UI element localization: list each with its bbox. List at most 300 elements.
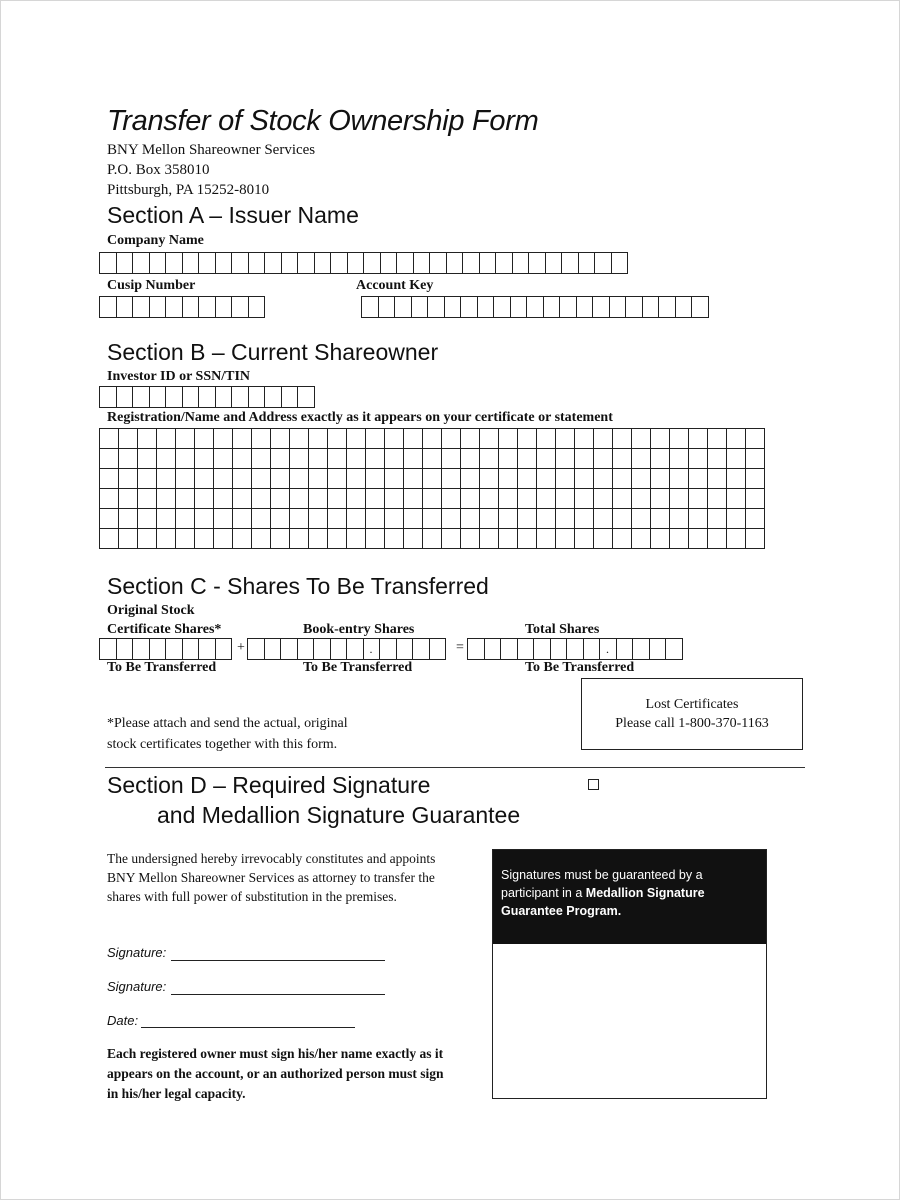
- grid-cell[interactable]: [594, 429, 613, 449]
- grid-cell[interactable]: [670, 489, 689, 509]
- grid-cell[interactable]: [518, 469, 537, 489]
- grid-cell[interactable]: [461, 489, 480, 509]
- grid-cell[interactable]: [727, 469, 746, 489]
- char-box[interactable]: [380, 252, 398, 274]
- char-box[interactable]: [526, 296, 544, 318]
- grid-cell[interactable]: [423, 449, 442, 469]
- grid-cell[interactable]: [366, 529, 385, 549]
- grid-cell[interactable]: [252, 449, 271, 469]
- grid-cell[interactable]: [689, 529, 708, 549]
- grid-cell[interactable]: [157, 449, 176, 469]
- grid-cell[interactable]: [252, 429, 271, 449]
- grid-cell[interactable]: [727, 429, 746, 449]
- grid-cell[interactable]: [271, 429, 290, 449]
- char-box[interactable]: [479, 252, 497, 274]
- book-entry-shares-field[interactable]: [247, 638, 445, 660]
- account-key-field[interactable]: [361, 296, 708, 318]
- grid-cell[interactable]: [575, 529, 594, 549]
- date-line[interactable]: [141, 1027, 355, 1028]
- grid-cell[interactable]: [727, 509, 746, 529]
- grid-cell[interactable]: [537, 429, 556, 449]
- grid-cell[interactable]: [575, 489, 594, 509]
- char-box[interactable]: [379, 638, 397, 660]
- grid-cell[interactable]: [214, 429, 233, 449]
- char-box[interactable]: [378, 296, 396, 318]
- char-box[interactable]: [264, 638, 282, 660]
- grid-cell[interactable]: [347, 449, 366, 469]
- grid-cell[interactable]: [594, 449, 613, 469]
- grid-cell[interactable]: [214, 489, 233, 509]
- grid-cell[interactable]: [309, 429, 328, 449]
- grid-cell[interactable]: [214, 529, 233, 549]
- grid-cell[interactable]: [613, 429, 632, 449]
- grid-cell[interactable]: [138, 509, 157, 529]
- grid-cell[interactable]: [385, 489, 404, 509]
- grid-cell[interactable]: [480, 529, 499, 549]
- grid-cell[interactable]: [746, 489, 765, 509]
- char-box[interactable]: [149, 252, 167, 274]
- grid-cell[interactable]: [366, 449, 385, 469]
- char-box[interactable]: [583, 638, 601, 660]
- char-box[interactable]: [99, 386, 117, 408]
- grid-cell[interactable]: [385, 469, 404, 489]
- grid-cell[interactable]: [347, 489, 366, 509]
- grid-cell[interactable]: [632, 469, 651, 489]
- char-box[interactable]: [495, 252, 513, 274]
- char-box[interactable]: [215, 386, 233, 408]
- grid-cell[interactable]: [252, 529, 271, 549]
- grid-cell[interactable]: [271, 469, 290, 489]
- checkbox[interactable]: [588, 779, 599, 790]
- grid-cell[interactable]: [157, 529, 176, 549]
- grid-cell[interactable]: [385, 449, 404, 469]
- char-box[interactable]: [566, 638, 584, 660]
- grid-cell[interactable]: [708, 449, 727, 469]
- company-name-field[interactable]: [99, 252, 627, 274]
- grid-cell[interactable]: [632, 429, 651, 449]
- grid-cell[interactable]: [366, 509, 385, 529]
- grid-cell[interactable]: [195, 529, 214, 549]
- grid-cell[interactable]: [233, 429, 252, 449]
- char-box[interactable]: [545, 252, 563, 274]
- char-box[interactable]: [215, 252, 233, 274]
- char-box[interactable]: [132, 296, 150, 318]
- grid-cell[interactable]: [309, 469, 328, 489]
- char-box[interactable]: [625, 296, 643, 318]
- char-box[interactable]: [314, 252, 332, 274]
- char-box[interactable]: [484, 638, 502, 660]
- char-box[interactable]: [411, 296, 429, 318]
- char-box[interactable]: [116, 386, 134, 408]
- grid-cell[interactable]: [651, 429, 670, 449]
- grid-cell[interactable]: [480, 509, 499, 529]
- char-box[interactable]: [427, 296, 445, 318]
- grid-cell[interactable]: [138, 429, 157, 449]
- grid-cell[interactable]: [100, 489, 119, 509]
- grid-cell[interactable]: [328, 469, 347, 489]
- char-box[interactable]: [510, 296, 528, 318]
- grid-cell[interactable]: [138, 469, 157, 489]
- grid-cell[interactable]: [480, 449, 499, 469]
- char-box[interactable]: [543, 296, 561, 318]
- grid-cell[interactable]: [347, 529, 366, 549]
- grid-cell[interactable]: [670, 509, 689, 529]
- char-box[interactable]: [231, 252, 249, 274]
- char-box[interactable]: [198, 386, 216, 408]
- grid-cell[interactable]: [518, 509, 537, 529]
- grid-cell[interactable]: [119, 509, 138, 529]
- grid-cell[interactable]: [480, 429, 499, 449]
- grid-cell[interactable]: [518, 449, 537, 469]
- grid-cell[interactable]: [157, 469, 176, 489]
- char-box[interactable]: [264, 252, 282, 274]
- grid-cell[interactable]: [290, 489, 309, 509]
- char-box[interactable]: [330, 252, 348, 274]
- char-box[interactable]: [264, 386, 282, 408]
- grid-cell[interactable]: [309, 529, 328, 549]
- char-box[interactable]: [297, 638, 315, 660]
- char-box[interactable]: [429, 638, 447, 660]
- grid-cell[interactable]: [195, 429, 214, 449]
- char-box[interactable]: [444, 296, 462, 318]
- grid-cell[interactable]: [233, 489, 252, 509]
- grid-cell[interactable]: [119, 449, 138, 469]
- grid-cell[interactable]: [499, 449, 518, 469]
- grid-cell[interactable]: [100, 449, 119, 469]
- char-box[interactable]: [198, 252, 216, 274]
- grid-cell[interactable]: [461, 469, 480, 489]
- grid-cell[interactable]: [594, 509, 613, 529]
- grid-cell[interactable]: [423, 469, 442, 489]
- grid-cell[interactable]: [651, 509, 670, 529]
- grid-cell[interactable]: [385, 509, 404, 529]
- grid-cell[interactable]: [727, 449, 746, 469]
- grid-cell[interactable]: [214, 449, 233, 469]
- char-box[interactable]: [165, 296, 183, 318]
- grid-cell[interactable]: [442, 489, 461, 509]
- char-box[interactable]: [248, 386, 266, 408]
- grid-cell[interactable]: [632, 449, 651, 469]
- char-box[interactable]: [116, 296, 134, 318]
- cusip-number-field[interactable]: [99, 296, 264, 318]
- char-box[interactable]: [561, 252, 579, 274]
- grid-cell[interactable]: [157, 489, 176, 509]
- grid-cell[interactable]: [271, 449, 290, 469]
- grid-cell[interactable]: [309, 489, 328, 509]
- char-box[interactable]: [616, 638, 634, 660]
- grid-cell[interactable]: [689, 449, 708, 469]
- grid-cell[interactable]: [537, 449, 556, 469]
- grid-cell[interactable]: [461, 529, 480, 549]
- grid-cell[interactable]: [746, 509, 765, 529]
- char-box[interactable]: [248, 252, 266, 274]
- grid-cell[interactable]: [290, 469, 309, 489]
- grid-cell[interactable]: [271, 489, 290, 509]
- grid-cell[interactable]: [442, 449, 461, 469]
- grid-cell[interactable]: [632, 529, 651, 549]
- char-box[interactable]: [165, 252, 183, 274]
- char-box[interactable]: [576, 296, 594, 318]
- grid-cell[interactable]: [100, 529, 119, 549]
- grid-cell[interactable]: [670, 469, 689, 489]
- grid-cell[interactable]: [176, 509, 195, 529]
- char-box[interactable]: [281, 252, 299, 274]
- char-box[interactable]: [413, 252, 431, 274]
- grid-cell[interactable]: [119, 529, 138, 549]
- char-box[interactable]: [649, 638, 667, 660]
- grid-cell[interactable]: [100, 429, 119, 449]
- char-box[interactable]: [642, 296, 660, 318]
- grid-cell[interactable]: [575, 429, 594, 449]
- grid-cell[interactable]: [347, 429, 366, 449]
- grid-cell[interactable]: [499, 489, 518, 509]
- char-box[interactable]: [533, 638, 551, 660]
- grid-cell[interactable]: [442, 469, 461, 489]
- grid-cell[interactable]: [518, 429, 537, 449]
- grid-cell[interactable]: [233, 469, 252, 489]
- grid-cell[interactable]: [651, 469, 670, 489]
- char-box[interactable]: [280, 638, 298, 660]
- grid-cell[interactable]: [708, 469, 727, 489]
- grid-cell[interactable]: [271, 509, 290, 529]
- grid-cell[interactable]: [252, 489, 271, 509]
- grid-cell[interactable]: [613, 489, 632, 509]
- grid-cell[interactable]: [404, 429, 423, 449]
- grid-cell[interactable]: [233, 529, 252, 549]
- grid-cell[interactable]: [651, 489, 670, 509]
- grid-cell[interactable]: [689, 469, 708, 489]
- grid-cell[interactable]: [594, 489, 613, 509]
- grid-cell[interactable]: [480, 469, 499, 489]
- char-box[interactable]: [116, 252, 134, 274]
- grid-cell[interactable]: [119, 429, 138, 449]
- char-box[interactable]: [412, 638, 430, 660]
- char-box[interactable]: [132, 638, 150, 660]
- grid-cell[interactable]: [461, 509, 480, 529]
- grid-cell[interactable]: [746, 449, 765, 469]
- char-box[interactable]: [182, 386, 200, 408]
- char-box[interactable]: [594, 252, 612, 274]
- char-box[interactable]: [675, 296, 693, 318]
- grid-cell[interactable]: [233, 449, 252, 469]
- char-box[interactable]: [361, 296, 379, 318]
- grid-cell[interactable]: [423, 489, 442, 509]
- grid-cell[interactable]: [727, 529, 746, 549]
- grid-cell[interactable]: [366, 469, 385, 489]
- char-box[interactable]: [609, 296, 627, 318]
- grid-cell[interactable]: [651, 449, 670, 469]
- char-box[interactable]: [231, 386, 249, 408]
- char-box[interactable]: [559, 296, 577, 318]
- char-box[interactable]: [611, 252, 629, 274]
- grid-cell[interactable]: [138, 529, 157, 549]
- char-box[interactable]: [363, 252, 381, 274]
- grid-cell[interactable]: [556, 509, 575, 529]
- char-box[interactable]: [347, 252, 365, 274]
- char-box[interactable]: [363, 638, 381, 660]
- grid-cell[interactable]: [138, 489, 157, 509]
- grid-cell[interactable]: [480, 489, 499, 509]
- grid-cell[interactable]: [651, 529, 670, 549]
- grid-cell[interactable]: [195, 489, 214, 509]
- char-box[interactable]: [99, 296, 117, 318]
- grid-cell[interactable]: [176, 429, 195, 449]
- char-box[interactable]: [578, 252, 596, 274]
- grid-cell[interactable]: [328, 509, 347, 529]
- char-box[interactable]: [632, 638, 650, 660]
- grid-cell[interactable]: [708, 489, 727, 509]
- grid-cell[interactable]: [632, 489, 651, 509]
- grid-cell[interactable]: [613, 449, 632, 469]
- char-box[interactable]: [460, 296, 478, 318]
- grid-cell[interactable]: [195, 449, 214, 469]
- grid-cell[interactable]: [727, 489, 746, 509]
- grid-cell[interactable]: [499, 469, 518, 489]
- grid-cell[interactable]: [100, 469, 119, 489]
- char-box[interactable]: [528, 252, 546, 274]
- char-box[interactable]: [297, 252, 315, 274]
- char-box[interactable]: [182, 296, 200, 318]
- char-box[interactable]: [165, 386, 183, 408]
- grid-cell[interactable]: [176, 469, 195, 489]
- grid-cell[interactable]: [575, 509, 594, 529]
- grid-cell[interactable]: [689, 489, 708, 509]
- grid-cell[interactable]: [195, 469, 214, 489]
- char-box[interactable]: [149, 638, 167, 660]
- char-box[interactable]: [550, 638, 568, 660]
- char-box[interactable]: [247, 638, 265, 660]
- char-box[interactable]: [512, 252, 530, 274]
- grid-cell[interactable]: [708, 509, 727, 529]
- char-box[interactable]: [599, 638, 617, 660]
- grid-cell[interactable]: [404, 529, 423, 549]
- char-box[interactable]: [182, 638, 200, 660]
- char-box[interactable]: [396, 252, 414, 274]
- medallion-guarantee-box[interactable]: [492, 849, 767, 1099]
- char-box[interactable]: [231, 296, 249, 318]
- grid-cell[interactable]: [176, 449, 195, 469]
- grid-cell[interactable]: [556, 429, 575, 449]
- grid-cell[interactable]: [157, 429, 176, 449]
- grid-cell[interactable]: [746, 469, 765, 489]
- grid-cell[interactable]: [328, 489, 347, 509]
- grid-cell[interactable]: [100, 509, 119, 529]
- grid-cell[interactable]: [309, 509, 328, 529]
- grid-cell[interactable]: [556, 529, 575, 549]
- char-box[interactable]: [313, 638, 331, 660]
- grid-cell[interactable]: [271, 529, 290, 549]
- grid-cell[interactable]: [138, 449, 157, 469]
- grid-cell[interactable]: [176, 489, 195, 509]
- grid-cell[interactable]: [708, 429, 727, 449]
- grid-cell[interactable]: [613, 509, 632, 529]
- char-box[interactable]: [467, 638, 485, 660]
- grid-cell[interactable]: [385, 429, 404, 449]
- grid-cell[interactable]: [689, 429, 708, 449]
- grid-cell[interactable]: [537, 469, 556, 489]
- grid-cell[interactable]: [594, 529, 613, 549]
- grid-cell[interactable]: [708, 529, 727, 549]
- grid-cell[interactable]: [157, 509, 176, 529]
- char-box[interactable]: [132, 386, 150, 408]
- grid-cell[interactable]: [290, 429, 309, 449]
- grid-cell[interactable]: [366, 429, 385, 449]
- grid-cell[interactable]: [423, 529, 442, 549]
- grid-cell[interactable]: [499, 429, 518, 449]
- char-box[interactable]: [346, 638, 364, 660]
- grid-cell[interactable]: [518, 489, 537, 509]
- grid-cell[interactable]: [423, 429, 442, 449]
- grid-cell[interactable]: [461, 429, 480, 449]
- grid-cell[interactable]: [404, 509, 423, 529]
- grid-cell[interactable]: [613, 469, 632, 489]
- total-shares-field[interactable]: [467, 638, 682, 660]
- registration-grid[interactable]: [99, 428, 765, 549]
- char-box[interactable]: [149, 386, 167, 408]
- grid-cell[interactable]: [195, 509, 214, 529]
- char-box[interactable]: [658, 296, 676, 318]
- char-box[interactable]: [198, 638, 216, 660]
- grid-cell[interactable]: [594, 469, 613, 489]
- grid-cell[interactable]: [670, 529, 689, 549]
- char-box[interactable]: [493, 296, 511, 318]
- grid-cell[interactable]: [423, 509, 442, 529]
- grid-cell[interactable]: [233, 509, 252, 529]
- char-box[interactable]: [462, 252, 480, 274]
- grid-cell[interactable]: [461, 449, 480, 469]
- grid-cell[interactable]: [442, 429, 461, 449]
- char-box[interactable]: [149, 296, 167, 318]
- grid-cell[interactable]: [252, 509, 271, 529]
- char-box[interactable]: [99, 252, 117, 274]
- grid-cell[interactable]: [309, 449, 328, 469]
- char-box[interactable]: [116, 638, 134, 660]
- grid-cell[interactable]: [746, 529, 765, 549]
- grid-cell[interactable]: [613, 529, 632, 549]
- grid-cell[interactable]: [328, 429, 347, 449]
- char-box[interactable]: [182, 252, 200, 274]
- grid-cell[interactable]: [632, 509, 651, 529]
- grid-cell[interactable]: [689, 509, 708, 529]
- char-box[interactable]: [691, 296, 709, 318]
- char-box[interactable]: [297, 386, 315, 408]
- grid-cell[interactable]: [442, 509, 461, 529]
- grid-cell[interactable]: [537, 509, 556, 529]
- char-box[interactable]: [517, 638, 535, 660]
- certificate-shares-field[interactable]: [99, 638, 231, 660]
- char-box[interactable]: [477, 296, 495, 318]
- char-box[interactable]: [592, 296, 610, 318]
- grid-cell[interactable]: [537, 529, 556, 549]
- grid-cell[interactable]: [176, 529, 195, 549]
- investor-id-field[interactable]: [99, 386, 314, 408]
- grid-cell[interactable]: [670, 449, 689, 469]
- char-box[interactable]: [429, 252, 447, 274]
- char-box[interactable]: [165, 638, 183, 660]
- char-box[interactable]: [132, 252, 150, 274]
- char-box[interactable]: [281, 386, 299, 408]
- grid-cell[interactable]: [556, 449, 575, 469]
- grid-cell[interactable]: [575, 449, 594, 469]
- char-box[interactable]: [665, 638, 683, 660]
- grid-cell[interactable]: [537, 489, 556, 509]
- grid-cell[interactable]: [499, 529, 518, 549]
- grid-cell[interactable]: [347, 469, 366, 489]
- grid-cell[interactable]: [290, 509, 309, 529]
- grid-cell[interactable]: [575, 469, 594, 489]
- grid-cell[interactable]: [746, 429, 765, 449]
- grid-cell[interactable]: [385, 529, 404, 549]
